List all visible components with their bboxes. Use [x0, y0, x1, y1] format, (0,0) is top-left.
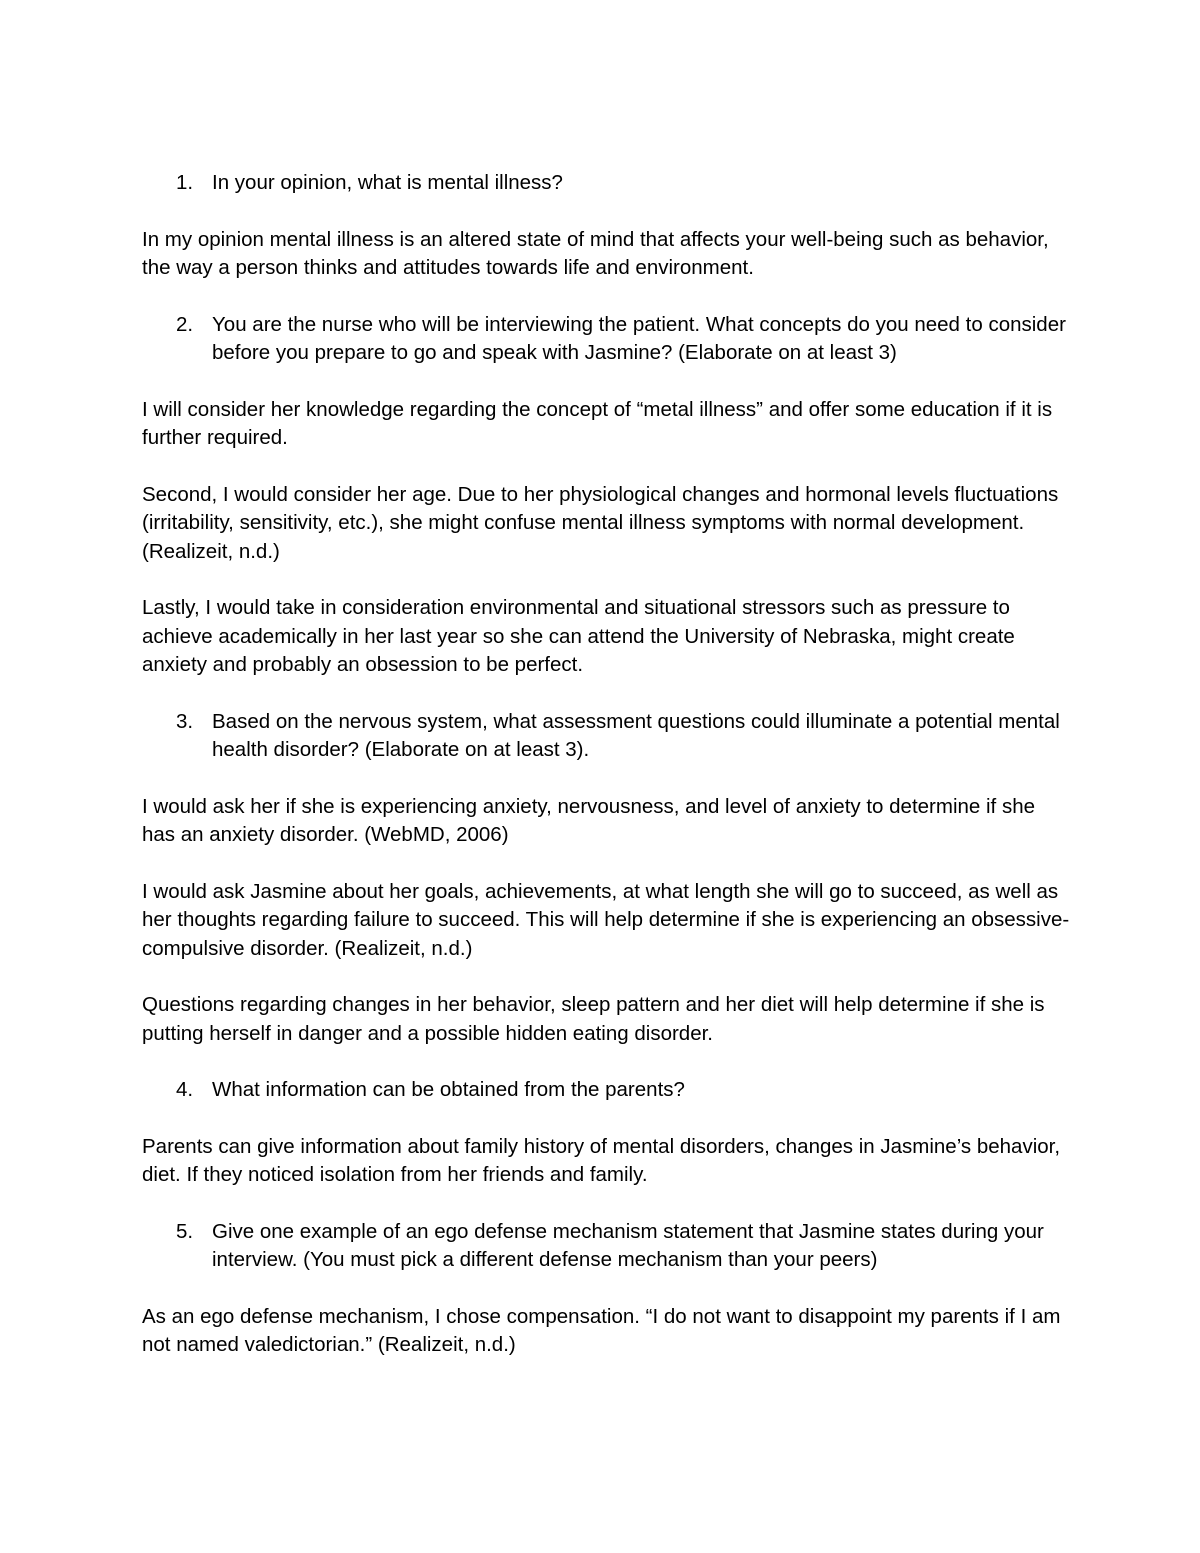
question-number: 5. [176, 1219, 194, 1243]
question-text: What information can be obtained from the parents? [212, 1078, 685, 1101]
question-text: Give one example of an ego defense mechanism statement that Jasmine states during your interview. (You must pick a different defense mechanism than your peers) [212, 1219, 1044, 1271]
answer-paragraph: In my opinion mental illness is an altered state of mind that affects your well-being such as behavior, the way a person thinks and attitudes towards life and environment. [142, 227, 1049, 279]
answer-paragraph: I would ask her if she is experiencing anxiety, nervousness, and level of anxiety to determine if she has an anxiety disorder. (WebMD, 2006) [142, 794, 1035, 846]
answer-paragraph: Second, I would consider her age. Due to her physiological changes and hormonal levels fluctuations (irritability, sensitivity, etc.), she might confuse mental illness symptoms with normal development. (Realizeit, n.d.) [142, 482, 1059, 563]
question-number: 1. [176, 171, 194, 194]
question-text: Based on the nervous system, what assessment questions could illuminate a potential mental health disorder? (Elaborate on at least 3). [212, 709, 1060, 761]
question-3 [142, 708, 1072, 765]
question-number: 4. [176, 1078, 194, 1101]
question-number: 3. [176, 709, 194, 733]
question-number: 2. [176, 312, 194, 336]
question-text: You are the nurse who will be interviewing the patient. What concepts do you need to consider before you prepare to go and speak with Jasmine? (Elaborate on at least 3) [212, 312, 1066, 364]
answer-paragraph: Parents can give information about family history of mental disorders, changes in Jasmine’s behavior, diet. If they noticed isolation from her friends and family. [142, 1134, 1061, 1186]
question-4 [142, 1076, 1072, 1105]
answer-paragraph: I will consider her knowledge regarding the concept of “metal illness” and offer some education if it is further required. [142, 397, 1053, 449]
answer-paragraph: Lastly, I would take in consideration environmental and situational stressors such as pressure to achieve academically in her last year so she can attend the University of Nebraska, might create anxiety and probably an obsession to be perfect. [142, 596, 1015, 676]
question-2 [142, 311, 1072, 368]
question-5 [142, 1218, 1072, 1275]
answer-paragraph: As an ego defense mechanism, I chose compensation. “I do not want to disappoint my parents if I am not named valedictorian.” (Realizeit, n.d.) [142, 1304, 1061, 1356]
question-1 [142, 169, 1072, 198]
document-body [142, 169, 1072, 1388]
answer-paragraph: I would ask Jasmine about her goals, achievements, at what length she will go to succeed, as well as her thoughts regarding failure to succeed. This will help determine if she is experiencing an obsessive-compulsive disorder. (Realizeit, n.d.) [142, 879, 1070, 960]
answer-paragraph: Questions regarding changes in her behavior, sleep pattern and her diet will help determine if she is putting herself in danger and a possible hidden eating disorder. [142, 993, 1045, 1045]
question-text: In your opinion, what is mental illness? [212, 171, 563, 194]
